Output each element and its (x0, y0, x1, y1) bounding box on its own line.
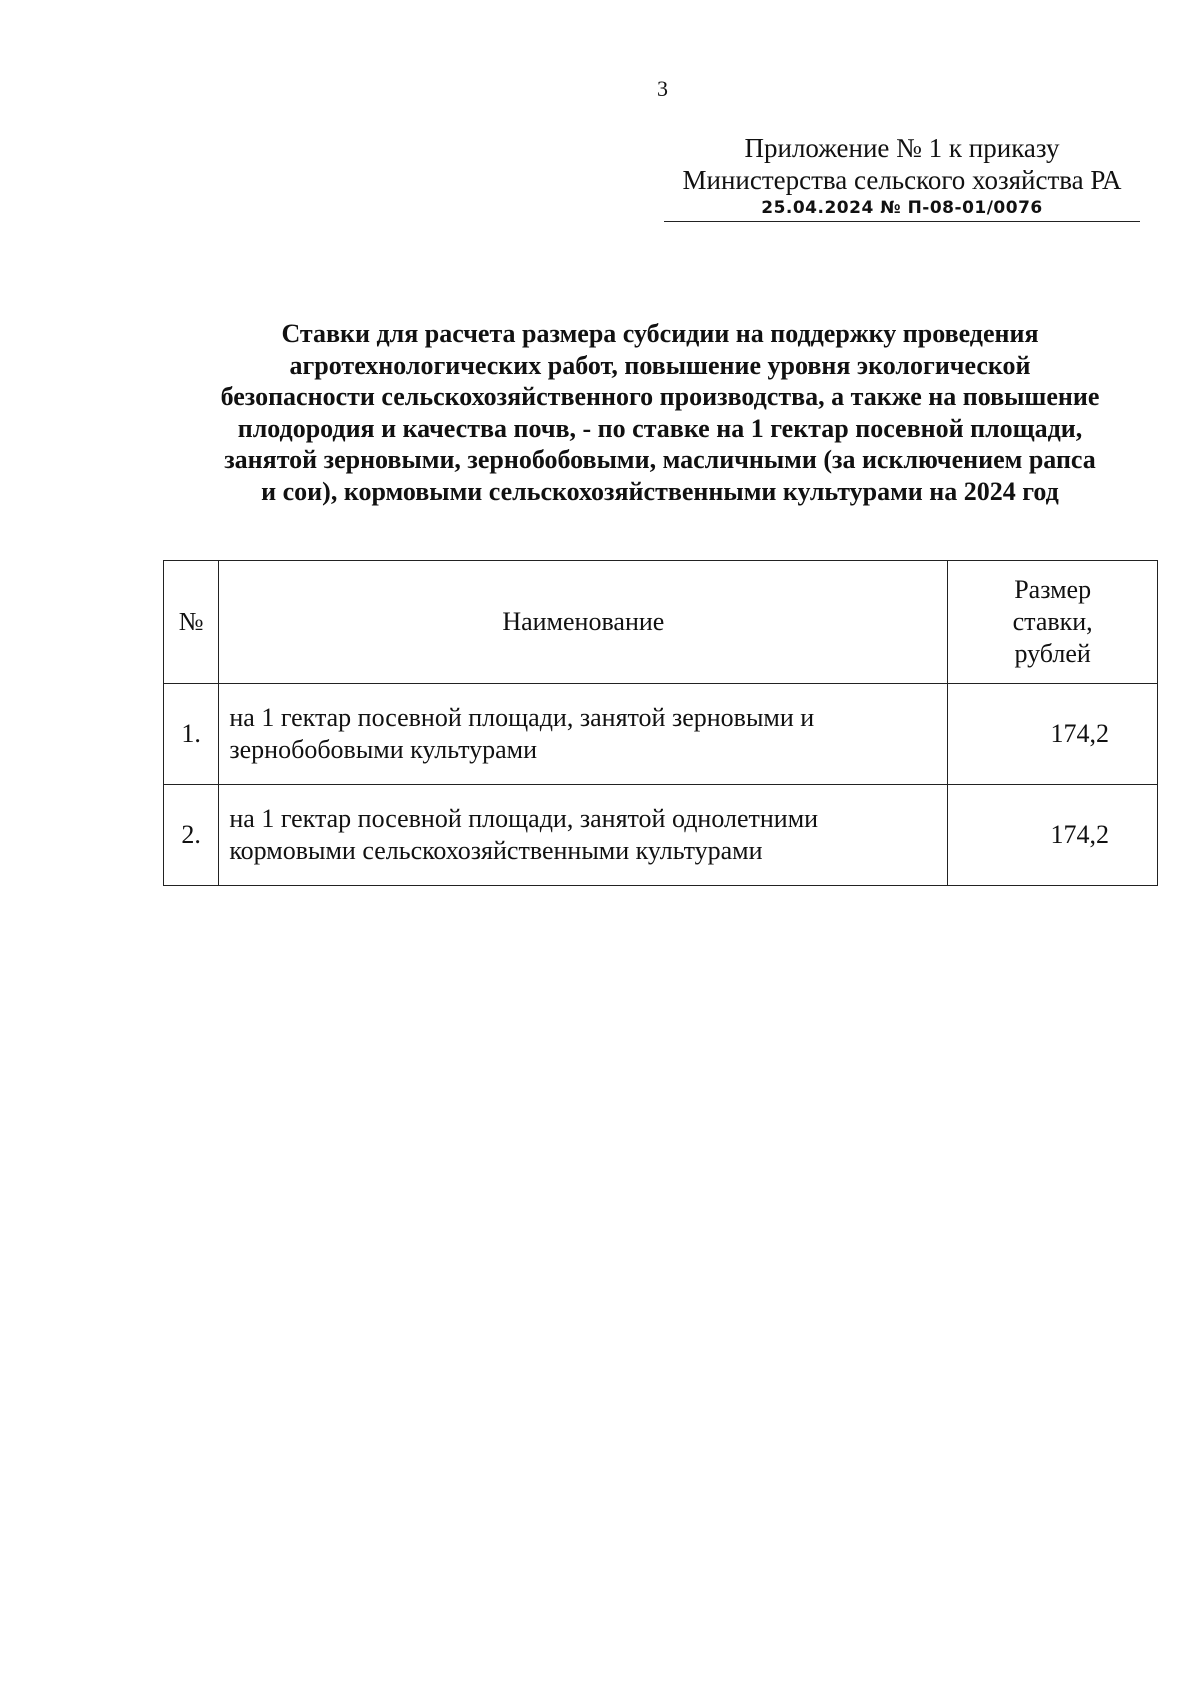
row-name (219, 785, 948, 886)
table-row (164, 684, 1158, 785)
row-number: 2. (164, 785, 219, 886)
table-row (164, 785, 1158, 886)
row-name-line: кормовыми сельскохозяйственными культурами (229, 836, 763, 865)
header-rate (948, 561, 1158, 684)
rates-table (163, 560, 1158, 886)
row-name-line: на 1 гектар посевной площади, занятой однолетними (229, 804, 819, 833)
row-rate: 174,2 (948, 785, 1158, 886)
title-line: плодородия и качества почв, - по ставке на 1 гектар посевной площади, (237, 413, 1083, 443)
document-title (170, 318, 1150, 507)
title-line: Ставки для расчета размера субсидии на поддержку проведения (281, 319, 1039, 348)
row-name (219, 684, 948, 785)
header-rate-line: рублей (1014, 639, 1091, 668)
header-name: Наименование (219, 561, 948, 684)
row-name-line: на 1 гектар посевной площади, занятой зерновыми и (229, 703, 815, 732)
page-number: 3 (657, 76, 668, 101)
title-line: и сои), кормовыми сельскохозяйственными культурами на 2024 год (261, 476, 1059, 506)
appendix-block (664, 132, 1140, 222)
appendix-title: Приложение № 1 к приказу (744, 133, 1060, 163)
row-name-line: зернобобовыми культурами (229, 735, 538, 764)
header-number: № (164, 561, 219, 684)
row-rate: 174,2 (948, 684, 1158, 785)
row-number: 1. (164, 684, 219, 785)
title-line: занятой зерновыми, зернобобовыми, масличными (за исключением рапса (224, 445, 1096, 474)
appendix-order-number: 25.04.2024 № П-08-01/0076 (664, 198, 1140, 222)
title-line: агротехнологических работ, повышение уровня экологической (289, 350, 1031, 380)
header-rate-line: Размер (1014, 575, 1092, 604)
appendix-ministry: Министерства сельского хозяйства РА (682, 165, 1122, 195)
table-header-row (164, 561, 1158, 684)
title-line: безопасности сельскохозяйственного производства, а также на повышение (220, 382, 1100, 411)
header-rate-line: ставки, (1012, 607, 1093, 636)
